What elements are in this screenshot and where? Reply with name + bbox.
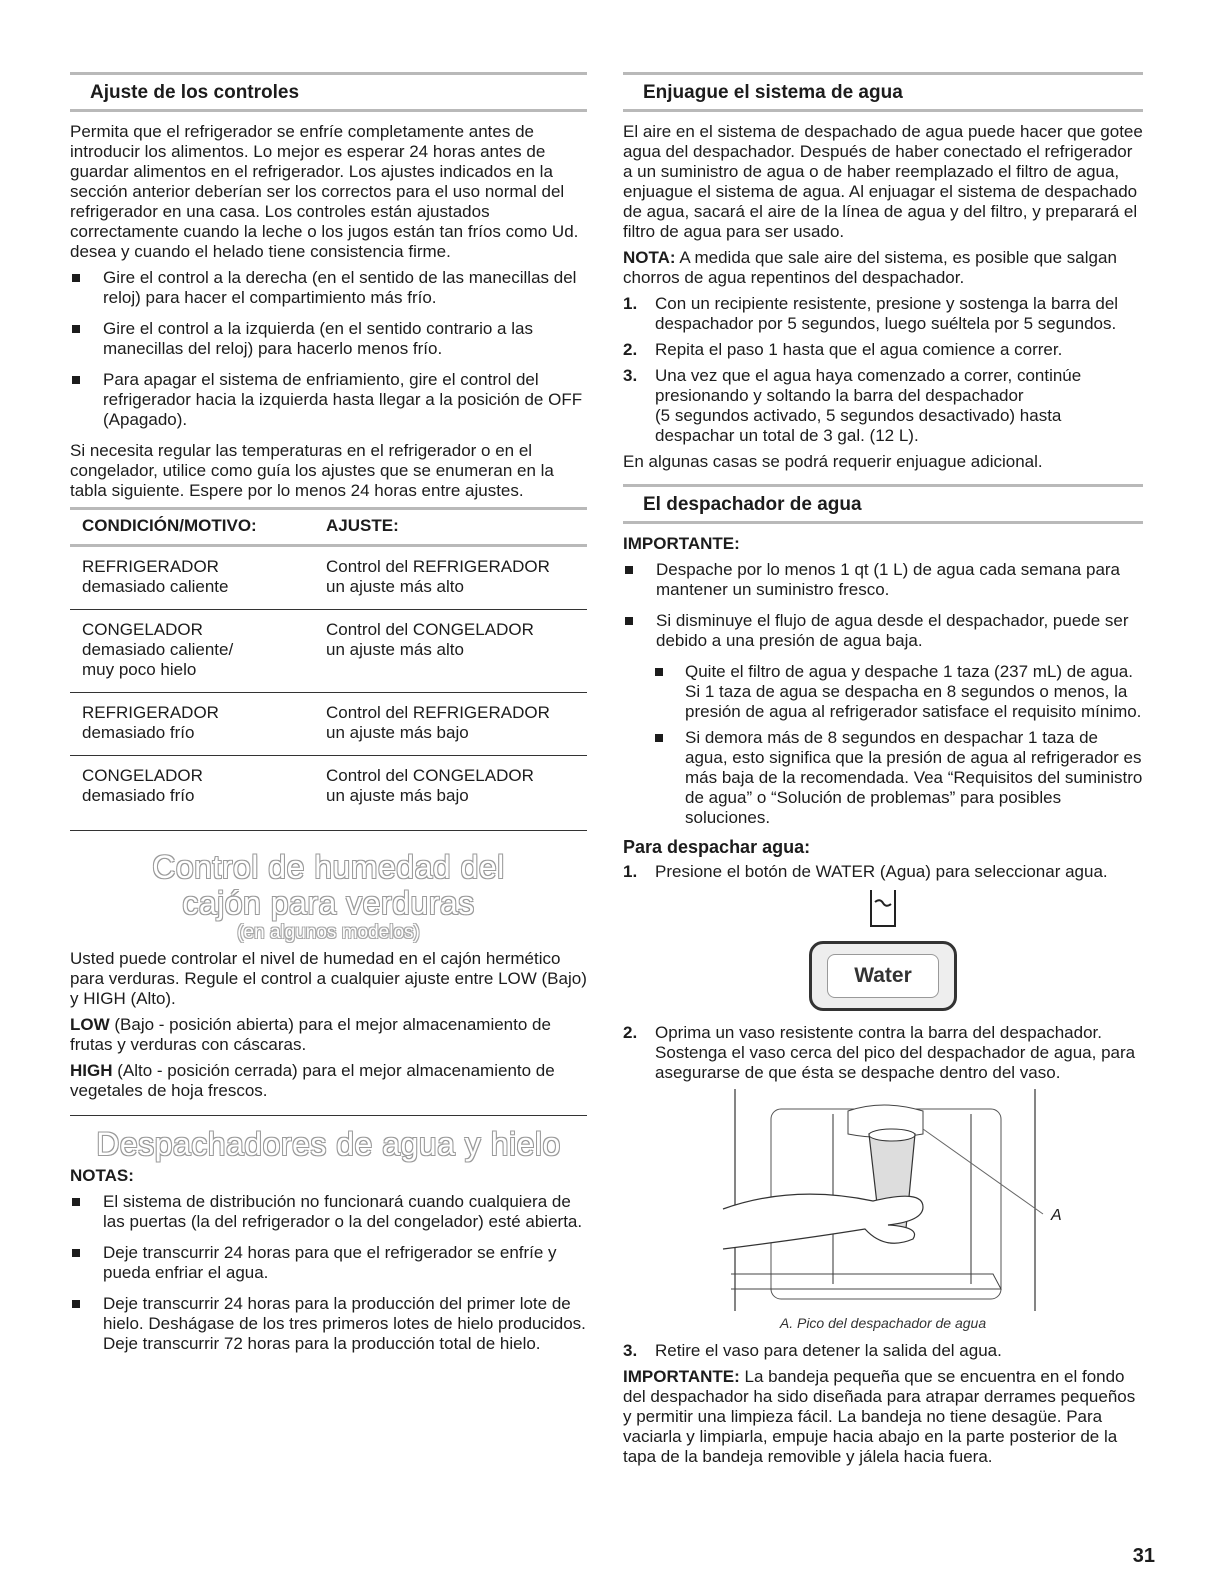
rinse-step	[623, 294, 1143, 334]
table-row	[70, 756, 587, 831]
notes-bullet: Deje transcurrir 24 horas para que el refrigerador se enfríe y pueda enfriar el agua.	[70, 1243, 587, 1283]
water-button[interactable]	[809, 941, 957, 1011]
right-column	[623, 72, 1143, 1473]
table-header-adjust: AJUSTE:	[314, 509, 587, 546]
dispense-step1	[623, 862, 1143, 882]
table-row	[70, 546, 587, 610]
water-bullet-list	[623, 560, 1143, 651]
table-row	[70, 693, 587, 756]
humidity-subtitle: (en algunos modelos)	[237, 922, 420, 943]
controls-bullet: Para apagar el sistema de enfriamiento, gire el control del refrigerador hacia la izquierda hasta llegar a la posición de OFF (Apagado).	[70, 370, 587, 430]
rinse-note	[623, 248, 1143, 288]
illustration-caption: A. Pico del despachador de agua	[779, 1315, 987, 1331]
dispense-step2	[623, 1023, 1143, 1083]
notes-bullet: El sistema de distribución no funcionará cuando cualquiera de las puertas (la del refrigerador o la del congelador) esté abierta.	[70, 1192, 587, 1232]
controls-intro: Permita que el refrigerador se enfríe completamente antes de introducir los alimentos. Lo mejor es esperar 24 horas antes de guardar alimentos en el refrigerador. Los ajustes indicados en la sección anterior deberían ser los correctos para el uso normal del refrigerador en una casa. Los controles están ajustados correctamente cuando la leche o los jugos están tan fríos como Ud. desea y cuando el helado tiene consistencia firme.	[70, 122, 579, 261]
note-label: NOTA:	[623, 248, 676, 267]
high-label: HIGH	[70, 1061, 113, 1080]
rinse-heading: Enjuague el sistema de agua	[623, 72, 1143, 112]
controls-after: Si necesita regular las temperaturas en el refrigerador o en el congelador, utilice como guía los ajustes que se enumeran en la tabla siguiente. Espere por lo menos 24 horas entre ajustes.	[70, 441, 554, 500]
controls-bullet: Gire el control a la derecha (en el sentido de las manecillas del reloj) para hacer el compartimiento más frío.	[70, 268, 587, 308]
water-subbullet: Quite el filtro de agua y despache 1 taza (237 mL) de agua. Si 1 taza de agua se despacha en 8 segundos o menos, la presión de agua al refrigerador satisface el requisito mínimo.	[653, 662, 1143, 722]
dispenser-illustration	[623, 1089, 1143, 1311]
humidity-high	[70, 1061, 587, 1101]
important2-label: IMPORTANTE:	[623, 1367, 740, 1386]
dispense-step	[623, 1341, 1143, 1361]
high-text: (Alto - posición cerrada) para el mejor almacenamiento de vegetales de hoja frescos.	[70, 1061, 555, 1100]
notes-bullet: Deje transcurrir 24 horas para la producción del primer lote de hielo. Deshágase de los tres primeros lotes de hielo producidos. Deje transcurrir 72 horas para la producción total de hielo.	[70, 1294, 587, 1354]
rinse-step	[623, 340, 1143, 360]
step-number: 1.	[623, 294, 638, 313]
table-cell-adjust: Control del CONGELADOR un ajuste más bajo	[314, 756, 587, 831]
important2-text: La bandeja pequeña que se encuentra en el fondo del despachador ha sido diseñada para atrapar derrames pequeños y permitir una limpieza fácil. La bandeja no tiene desagüe. Para vaciarla y limpiarla, empuje hacia abajo en la parte posterior de la tapa de la bandeja removible y jálela hacia fuera.	[623, 1367, 1136, 1466]
water-subbullet: Si demora más de 8 segundos en despachar 1 taza de agua, esto significa que la presión de agua al refrigerador es más baja de la recomendada. Vea “Requisitos del suministro de agua” o “Solución de problemas” para posibles soluciones.	[653, 728, 1143, 828]
table-cell-condition: REFRIGERADOR demasiado frío	[70, 693, 314, 756]
water-heading: El despachador de agua	[623, 484, 1143, 524]
step-text: Con un recipiente resistente, presione y sostenga la barra del despachador por 5 segundos, luego suéltela por 5 segundos.	[655, 294, 1119, 333]
low-label: LOW	[70, 1015, 110, 1034]
humidity-intro: Usted puede controlar el nivel de humedad en el cajón hermético para verduras. Regule el control a cualquier ajuste entre LOW (Bajo) y HIGH (Alto).	[70, 949, 587, 1008]
water-button-label: Water	[827, 954, 939, 998]
section-divider	[70, 1115, 587, 1116]
step-text: Presione el botón de WATER (Agua) para seleccionar agua.	[655, 862, 1108, 881]
controls-heading: Ajuste de los controles	[70, 72, 587, 112]
humidity-title-line2: cajón para verduras	[182, 885, 475, 921]
step-number: 3.	[623, 366, 638, 385]
important-label: IMPORTANTE:	[623, 534, 740, 553]
dispense-subheading: Para despachar agua:	[623, 837, 811, 857]
rinse-steps	[623, 294, 1143, 446]
step-text: Oprima un vaso resistente contra la barra del despachador. Sostenga el vaso cerca del pico del despachador de agua, para asegurarse de que ésta se despache dentro del vaso.	[655, 1023, 1136, 1082]
settings-table	[70, 507, 587, 831]
controls-bullet-list	[70, 268, 587, 430]
left-column	[70, 72, 587, 1365]
note-text: A medida que sale aire del sistema, es posible que salgan chorros de agua repentinos del despachador.	[623, 248, 1117, 287]
step-text: Repita el paso 1 hasta que el agua comience a correr.	[655, 340, 1063, 359]
dispensers-title: Despachadores de agua y hielo	[96, 1126, 561, 1162]
step-number: 3.	[623, 1341, 638, 1360]
table-cell-condition: REFRIGERADOR demasiado caliente	[70, 546, 314, 610]
step-text: Retire el vaso para detener la salida del agua.	[655, 1341, 1002, 1360]
rinse-step	[623, 366, 1143, 446]
step-number: 1.	[623, 862, 638, 881]
water-subbullet-list	[653, 662, 1143, 828]
controls-bullet: Gire el control a la izquierda (en el sentido contrario a las manecillas del reloj) para hacerlo menos frío.	[70, 319, 587, 359]
table-cell-condition: CONGELADOR demasiado caliente/ muy poco hielo	[70, 610, 314, 693]
humidity-low	[70, 1015, 587, 1055]
table-cell-adjust: Control del REFRIGERADOR un ajuste más alto	[314, 546, 587, 610]
step-number: 2.	[623, 1023, 638, 1042]
table-cell-condition: CONGELADOR demasiado frío	[70, 756, 314, 831]
table-header-condition: CONDICIÓN/MOTIVO:	[70, 509, 314, 546]
notes-label: NOTAS:	[70, 1166, 134, 1185]
table-cell-adjust: Control del CONGELADOR un ajuste más alto	[314, 610, 587, 693]
dispense-step	[623, 862, 1143, 882]
water-bullet: Si disminuye el flujo de agua desde el despachador, puede ser debido a una presión de agua baja.	[623, 611, 1143, 651]
page-number: 31	[1132, 1545, 1155, 1567]
rinse-after: En algunas casas se podrá requerir enjuague adicional.	[623, 452, 1043, 471]
step-number: 2.	[623, 340, 638, 359]
step-text: Una vez que el agua haya comenzado a correr, continúe presionando y soltando la barra del despachador (5 segundos activado, 5 segundos desactivado) hasta despachar un total de 3 gal. (12 L).	[655, 366, 1082, 445]
important2-paragraph	[623, 1367, 1143, 1467]
callout-a-label: A	[1051, 1207, 1062, 1224]
dispense-step3	[623, 1341, 1143, 1361]
dispense-step	[623, 1023, 1143, 1083]
humidity-title-line1: Control de humedad del	[152, 849, 505, 885]
table-cell-adjust: Control del REFRIGERADOR un ajuste más bajo	[314, 693, 587, 756]
table-row	[70, 610, 587, 693]
water-bullet: Despache por lo menos 1 qt (1 L) de agua cada semana para mantener un suministro fresco.	[623, 560, 1143, 600]
rinse-intro: El aire en el sistema de despachado de agua puede hacer que gotee agua del despachador. Después de haber conectado el refrigerador a un suministro de agua o de haber reemplazado el filtro de agua, enjuague el sistema de agua. Al enjuagar el sistema de despachado de agua, sacará el aire de la línea de agua y del filtro, y preparará el filtro de agua para ser usado.	[623, 122, 1143, 241]
notes-bullet-list	[70, 1192, 587, 1354]
low-text: (Bajo - posición abierta) para el mejor almacenamiento de frutas y verduras con cáscaras.	[70, 1015, 551, 1054]
water-light-icon	[623, 888, 1143, 933]
